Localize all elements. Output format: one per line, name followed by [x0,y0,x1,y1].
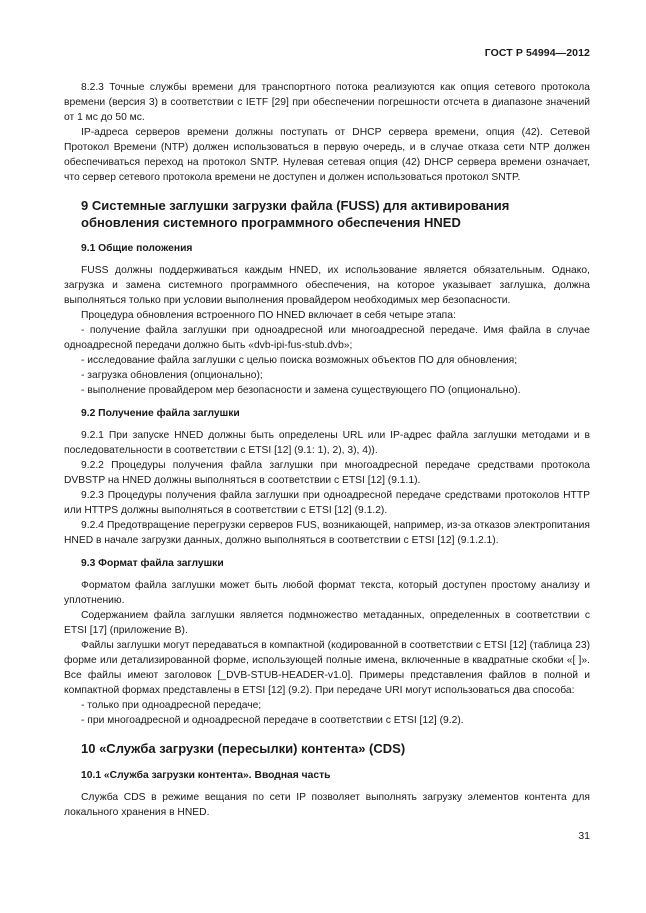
list-item: - только при одноадресной передаче; [81,700,262,711]
paragraph-fuss-general: FUSS должны поддерживаться каждым HNED, их использование является обязательным. Однако, загрузка и замена системного программного обеспечения, на которое указывает заглушка, должна выполняться только при условии выполнения провайдером необходимых мер безопасности. [64,265,590,306]
section-heading-10: 10 «Служба загрузки (пересылки) контента» (CDS) [81,741,406,756]
section-heading-9: 9 Системные заглушки загрузки файла (FUSS) для активирования обновления системного программного обеспечения HNED [81,198,510,230]
subsection-heading-9-3: 9.3 Формат файла заглушки [81,558,224,569]
paragraph-stub-transfer: Файлы заглушки могут передаваться в компактной (кодированной в соответствии с ETSI [12] (таблица 23) форме или детализированной форме, использующей полные имена, включенные в квадратные скобки «[ ]». Все файлы имеют заголовок [_DVB-STUB-HEADER-v1.0]. Примеры представления файлов в полной и компактной формах представлены в ETSI [12] (9.2). При передаче URI могут использоваться два способа: [64,640,590,696]
paragraph-cds-intro: Служба CDS в режиме вещания по сети IP позволяет выполнять загрузку элементов контента для локального хранения в HNED. [64,791,590,818]
subsection-heading-9-1: 9.1 Общие положения [81,243,193,254]
list-item: - при многоадресной и одноадресной передаче в соответствии с ETSI [12] (9.2). [81,715,464,726]
paragraph-stub-content: Содержанием файла заглушки является подмножество метаданных, определенных в соответствии с ETSI [17] (приложение В). [64,610,590,636]
page-body [64,80,590,820]
subsection-heading-10-1: 10.1 «Служба загрузки контента». Вводная часть [81,769,331,781]
page-number: 31 [578,830,590,842]
paragraph-9-2-1: 9.2.1 При запуске HNED должны быть определены URL или IP-адрес файла заглушки методами и в последовательности в соответствии с ETSI [12] (9.1: 1), 2), 3), 4)). [64,430,590,456]
document-header: ГОСТ Р 54994—2012 [484,47,590,59]
list-item: - выполнение провайдером мер безопасности и замена существующего ПО (опционально). [81,385,521,396]
subsection-heading-9-2: 9.2 Получение файла заглушки [81,408,240,419]
paragraph-9-2-2: 9.2.2 Процедуры получения файла заглушки при многоадресной передаче средствами протокола DVBSTP на HNED должны выполняться в соответствии с ETSI [12] (9.1.1). [64,460,590,486]
list-item: - получение файла заглушки при одноадресной или многоадресной передаче. Имя файла в случае одноадресной передачи должно быть «dvb-ipi-fus-stub.dvb»; [64,325,590,351]
paragraph-stub-format: Форматом файла заглушки может быть любой формат текста, который доступен простому анализу и уплотнению. [64,580,590,606]
paragraph-9-2-3: 9.2.3 Процедуры получения файла заглушки при одноадресной передаче средствами протоколов HTTP или HTTPS должны выполняться в соответствии с ETSI [12] (9.1.2). [64,490,590,516]
paragraph-ip-addresses: IP-адреса серверов времени должны поступать от DHCP сервера времени, опция (42). Сетевой Протокол Времени (NTP) должен использоваться в первую очередь, и в случае отказа сети NTP должен обеспечиваться переход на протокол SNTP. Нулевая сетевая опция (42) DHCP сервера времени означает, что сервер сетевого протокола времени не доступен и должен использоваться протокол SNTP. [64,127,590,183]
paragraph-9-2-4: 9.2.4 Предотвращение перегрузки серверов FUS, возникающей, например, из-за отказов электропитания HNED в начале загрузки данных, должно выполняться в соответствии с ETSI [12] (9.1.2.1). [64,520,590,546]
paragraph-8-2-3: 8.2.3 Точные службы времени для транспортного потока реализуются как опция сетевого протокола времени (версия 3) в соответствии с IETF [29] при обеспечении погрешности отсчета в диапазоне значений от 1 мс до 50 мс. [64,82,590,123]
list-item: - исследование файла заглушки с целью поиска возможных объектов ПО для обновления; [81,355,518,366]
list-item: - загрузка обновления (опционально); [81,370,263,381]
paragraph-update-procedure: Процедура обновления встроенного ПО HNED включает в себя четыре этапа: [81,310,456,321]
